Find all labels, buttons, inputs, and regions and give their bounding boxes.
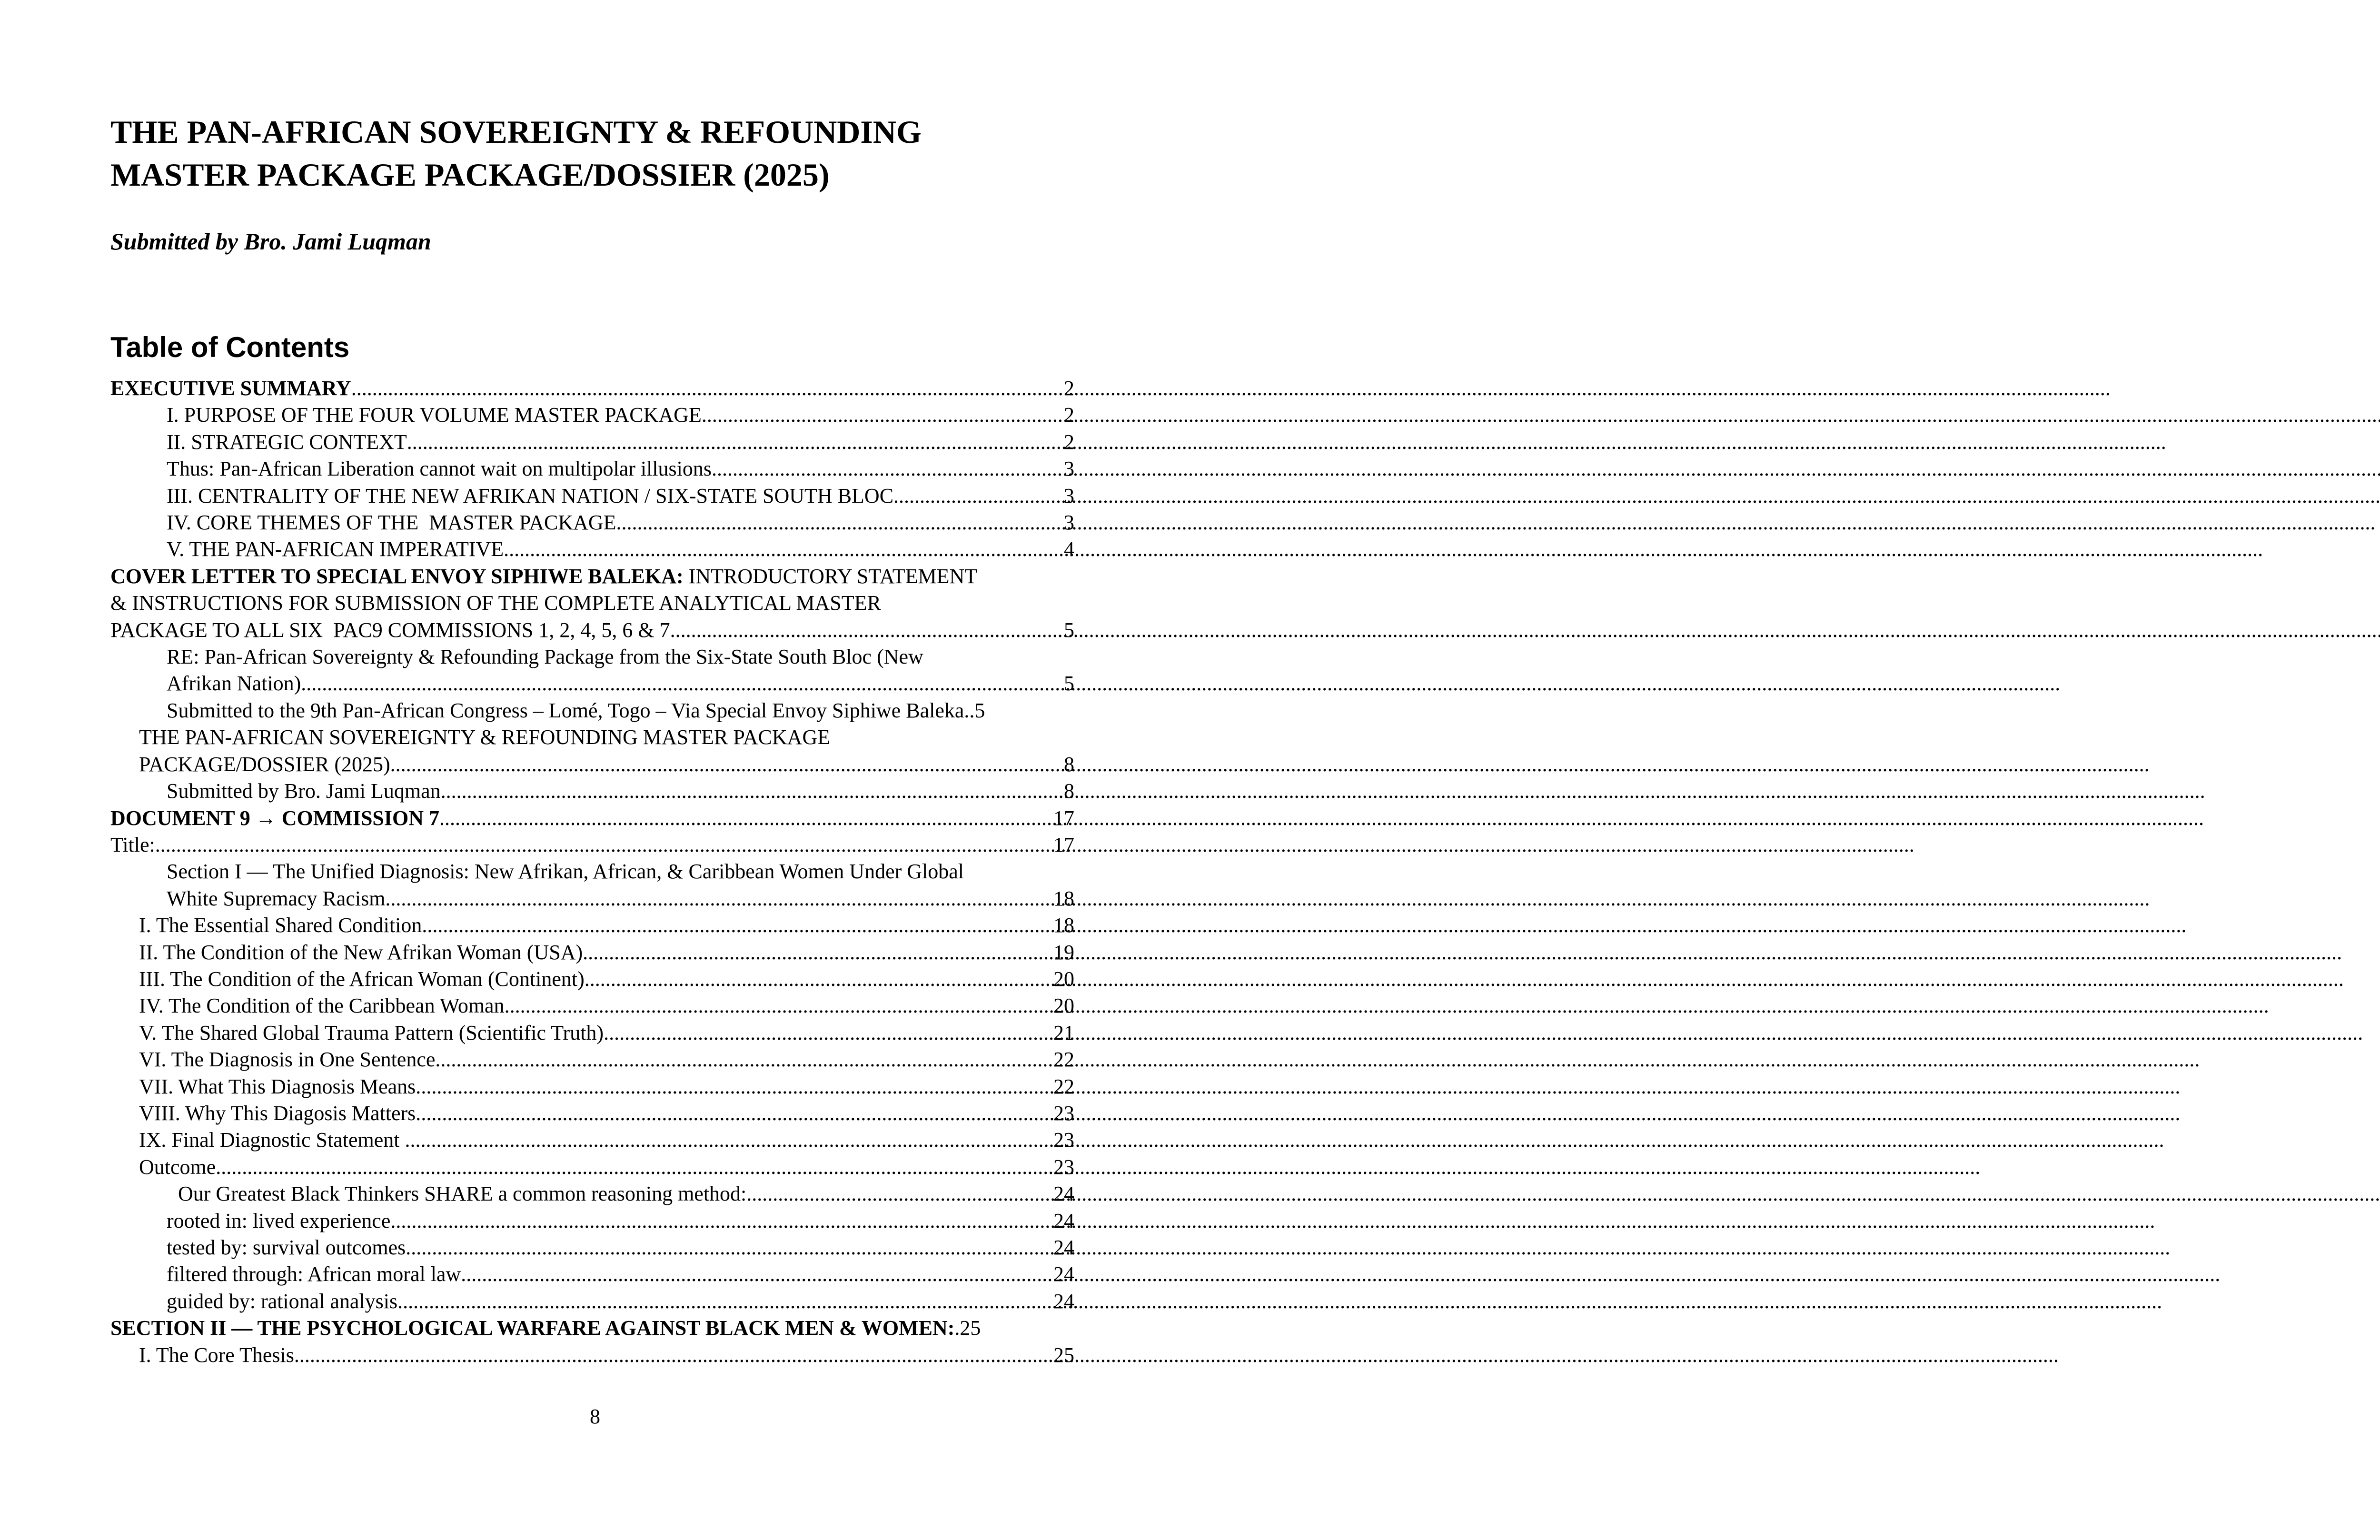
dot-leader bbox=[446, 778, 1064, 805]
toc-entry-imperative[interactable] bbox=[110, 536, 1074, 563]
toc-page-number: 17 bbox=[1053, 833, 1074, 856]
dot-leader bbox=[702, 402, 1064, 428]
toc-entry-title: tested by: survival outcomes. bbox=[167, 1236, 411, 1259]
toc-page-number: 19 bbox=[1053, 940, 1074, 964]
toc-entry-title-label[interactable] bbox=[110, 832, 1074, 858]
dot-leader bbox=[221, 1154, 1053, 1181]
toc-entry-diagnosis-means[interactable] bbox=[110, 1073, 1074, 1100]
dot-leader bbox=[583, 939, 1053, 966]
toc-entry-outcome[interactable] bbox=[110, 1154, 1074, 1181]
toc-entry-trauma-pattern[interactable] bbox=[110, 1020, 1074, 1046]
toc-entry-title: V. The Shared Global Trauma Pattern (Scientific Truth) bbox=[139, 1021, 604, 1044]
dot-leader bbox=[616, 509, 1064, 536]
toc-entry-guided-by[interactable] bbox=[110, 1288, 1074, 1315]
toc-page-number: .5 bbox=[969, 698, 985, 722]
dot-leader bbox=[421, 1073, 1053, 1100]
toc-page-number: 5 bbox=[1064, 618, 1074, 642]
dot-leader bbox=[405, 1127, 1053, 1153]
toc-page-number: 3 bbox=[1064, 511, 1074, 535]
toc-page-number: 23 bbox=[1053, 1128, 1074, 1152]
toc-page-number: 24 bbox=[1053, 1289, 1074, 1313]
dot-leader bbox=[717, 456, 1064, 482]
toc-entry-title: III. The Condition of the African Woman (Continent) bbox=[139, 967, 585, 991]
toc-entry-strategic-context[interactable] bbox=[110, 429, 1074, 456]
toc-entry-thus[interactable] bbox=[110, 456, 1074, 482]
dot-leader bbox=[351, 375, 1064, 402]
dot-leader bbox=[390, 885, 1053, 912]
toc-entry-title-rest: INTRODUCTORY STATEMENT bbox=[683, 564, 978, 588]
toc-entry-title: Our Greatest Black Thinkers SHARE a common reasoning method: bbox=[178, 1182, 747, 1206]
toc-entry-section-i[interactable] bbox=[110, 858, 1074, 912]
toc-page-number: 2 bbox=[1064, 430, 1074, 454]
toc-page-number: 25 bbox=[1053, 1343, 1074, 1367]
toc-entry-title: VI. The Diagnosis in One Sentence. bbox=[139, 1048, 441, 1072]
dot-leader bbox=[390, 751, 1064, 778]
toc-entry-title-line-1: RE: Pan-African Sovereignty & Refounding Package from the Six-State South Bloc (New bbox=[167, 645, 923, 669]
toc-page-number: 3 bbox=[1064, 457, 1074, 481]
toc-entry-title: I. The Core Thesis. bbox=[139, 1343, 299, 1367]
toc-page-number: 24 bbox=[1053, 1209, 1074, 1232]
toc-entry-title: filtered through: African moral law bbox=[167, 1262, 461, 1286]
toc-entry-section-ii[interactable] bbox=[110, 1315, 1074, 1341]
toc-entry-core-thesis[interactable] bbox=[110, 1342, 1074, 1369]
toc-entry-centrality[interactable] bbox=[110, 483, 1074, 509]
toc-entry-title: IX. Final Diagnostic Statement bbox=[139, 1128, 405, 1152]
toc-page-number: 4 bbox=[1064, 537, 1074, 561]
page-number: 8 bbox=[590, 1405, 600, 1428]
toc-entry-essential-condition[interactable] bbox=[110, 912, 1074, 939]
toc-entry-title-line-1: THE PAN-AFRICAN SOVEREIGNTY & REFOUNDING MASTER PACKAGE bbox=[139, 725, 831, 749]
title-line-2: MASTER PACKAGE PACKAGE/DOSSIER (2025) bbox=[110, 157, 830, 193]
toc-entry-submitted-by[interactable] bbox=[110, 778, 1074, 805]
table-of-contents bbox=[110, 375, 1074, 1369]
toc-entry-title-line-3: PACKAGE TO ALL SIX PAC9 COMMISSIONS 1, 2, 4, 5, 6 & 7. bbox=[110, 618, 675, 642]
toc-page-number: 2 bbox=[1064, 377, 1074, 400]
toc-entry-title: I. The Essential Shared Condition. bbox=[139, 914, 427, 937]
toc-entry-title: Submitted to the 9th Pan-African Congress – Lomé, Togo – Via Special Envoy Siphiwe Baleka. bbox=[167, 698, 970, 722]
dot-leader bbox=[604, 1020, 1053, 1046]
toc-entry-title: DOCUMENT 9 → COMMISSION 7 bbox=[110, 806, 440, 830]
toc-page-number: 8 bbox=[1064, 779, 1074, 803]
toc-page-number: 5 bbox=[1064, 672, 1074, 695]
toc-entry-master-package[interactable] bbox=[110, 724, 1074, 778]
byline: Submitted by Bro. Jami Luqman bbox=[110, 228, 431, 255]
dot-leader bbox=[461, 1261, 1053, 1288]
toc-page-number: 3 bbox=[1064, 484, 1074, 507]
toc-page-number: 17 bbox=[1053, 806, 1074, 830]
toc-entry-title: Thus: Pan-African Liberation cannot wait on multipolar illusions. bbox=[167, 457, 717, 481]
dot-leader bbox=[445, 805, 1053, 832]
dot-leader bbox=[427, 912, 1053, 939]
toc-entry-title-bold: COVER LETTER TO SPECIAL ENVOY SIPHIWE BALEKA: bbox=[110, 564, 684, 588]
toc-entry-filtered-through[interactable] bbox=[110, 1261, 1074, 1288]
toc-page-number: 23 bbox=[1053, 1155, 1074, 1179]
toc-page-number: 2 bbox=[1064, 403, 1074, 427]
dot-leader bbox=[301, 670, 1064, 697]
toc-entry-title: IV. The Condition of the Caribbean Woman. bbox=[139, 994, 510, 1018]
toc-page-number: 20 bbox=[1053, 967, 1074, 991]
toc-entry-title-line-1: Section I — The Unified Diagnosis: New Afrikan, African, & Caribbean Women Under Global bbox=[167, 860, 964, 884]
toc-entry-title: I. PURPOSE OF THE FOUR VOLUME MASTER PACKAGE bbox=[167, 403, 702, 427]
dot-leader bbox=[675, 617, 1064, 644]
dot-leader bbox=[504, 536, 1064, 563]
toc-entry-title: Submitted by Bro. Jami Luqman. bbox=[167, 779, 446, 803]
toc-entry-one-sentence[interactable] bbox=[110, 1046, 1074, 1073]
toc-entry-title: IV. CORE THEMES OF THE MASTER PACKAGE bbox=[167, 511, 616, 535]
toc-page-number: .25 bbox=[954, 1316, 981, 1340]
dot-leader bbox=[746, 1181, 1053, 1207]
toc-page-number: 18 bbox=[1053, 886, 1074, 910]
toc-entry-title: SECTION II — THE PSYCHOLOGICAL WARFARE AGAINST BLACK MEN & WOMEN: bbox=[110, 1316, 955, 1340]
toc-entry-final-diagnostic[interactable] bbox=[110, 1127, 1074, 1153]
toc-entry-title: Title: bbox=[110, 833, 155, 856]
toc-page-number: 18 bbox=[1053, 914, 1074, 937]
dot-leader bbox=[893, 483, 1064, 509]
toc-entry-black-thinkers[interactable] bbox=[110, 1181, 1074, 1207]
dot-leader bbox=[403, 1288, 1053, 1315]
toc-entry-document-9[interactable] bbox=[110, 805, 1074, 832]
toc-entry-title: guided by: rational analysis. bbox=[167, 1289, 403, 1313]
title-line-1: THE PAN-AFRICAN SOVEREIGNTY & REFOUNDING bbox=[110, 114, 922, 150]
dot-leader bbox=[510, 993, 1053, 1019]
toc-page-number: 24 bbox=[1053, 1182, 1074, 1206]
dot-leader bbox=[155, 832, 1053, 858]
dot-leader bbox=[585, 966, 1053, 993]
toc-entry-title: VIII. Why This Diagosis Matters. bbox=[139, 1101, 421, 1125]
toc-entry-title: II. STRATEGIC CONTEXT bbox=[167, 430, 407, 454]
document-title bbox=[110, 110, 1086, 196]
toc-page-number: 22 bbox=[1053, 1048, 1074, 1072]
toc-entry-title: II. The Condition of the New Afrikan Woman (USA) bbox=[139, 940, 583, 964]
toc-entry-rooted-in[interactable] bbox=[110, 1208, 1074, 1234]
toc-entry-title: Outcome. bbox=[139, 1155, 221, 1179]
toc-entry-new-afrikan-woman[interactable] bbox=[110, 939, 1074, 966]
toc-entry-cover-letter[interactable] bbox=[110, 563, 1074, 644]
toc-page-number: 24 bbox=[1053, 1236, 1074, 1259]
toc-entry-purpose[interactable] bbox=[110, 402, 1074, 428]
toc-entry-tested-by[interactable] bbox=[110, 1234, 1074, 1261]
toc-page-number: 22 bbox=[1053, 1074, 1074, 1098]
toc-entry-title-line-2: PACKAGE/DOSSIER (2025) bbox=[139, 752, 390, 776]
toc-entry-re-sovereignty[interactable] bbox=[110, 644, 1074, 697]
toc-page-number: 23 bbox=[1053, 1101, 1074, 1125]
toc-page-number: 21 bbox=[1053, 1021, 1074, 1044]
toc-entry-text: . bbox=[439, 806, 445, 830]
toc-entry-core-themes[interactable] bbox=[110, 509, 1074, 536]
toc-page-number: 20 bbox=[1053, 994, 1074, 1018]
toc-entry-title: V. THE PAN-AFRICAN IMPERATIVE bbox=[167, 537, 504, 561]
toc-entry-submitted-congress[interactable] bbox=[110, 697, 1074, 724]
dot-leader bbox=[299, 1342, 1053, 1369]
toc-entry-diagnosis-matters[interactable] bbox=[110, 1100, 1074, 1127]
dot-leader bbox=[396, 1208, 1053, 1234]
toc-entry-title-line-2: Afrikan Nation) bbox=[167, 672, 301, 695]
toc-page-number: 24 bbox=[1053, 1262, 1074, 1286]
dot-leader bbox=[407, 429, 1064, 456]
toc-entry-executive-summary[interactable] bbox=[110, 375, 1074, 402]
toc-entry-african-woman[interactable] bbox=[110, 966, 1074, 993]
toc-heading: Table of Contents bbox=[110, 331, 350, 363]
toc-entry-title: rooted in: lived experience. bbox=[167, 1209, 396, 1232]
toc-entry-title-line-2: White Supremacy Racism. bbox=[167, 886, 391, 910]
dot-leader bbox=[421, 1100, 1053, 1127]
dot-leader bbox=[411, 1234, 1053, 1261]
toc-entry-title: VII. What This Diagnosis Means. bbox=[139, 1074, 421, 1098]
toc-entry-caribbean-woman[interactable] bbox=[110, 993, 1074, 1019]
toc-entry-title: EXECUTIVE SUMMARY bbox=[110, 377, 351, 400]
toc-entry-title-line-2: & INSTRUCTIONS FOR SUBMISSION OF THE COMPLETE ANALYTICAL MASTER bbox=[110, 591, 881, 615]
toc-page-number: 8 bbox=[1064, 752, 1074, 776]
toc-entry-title: III. CENTRALITY OF THE NEW AFRIKAN NATION / SIX-STATE SOUTH BLOC bbox=[167, 484, 894, 507]
dot-leader bbox=[440, 1046, 1053, 1073]
